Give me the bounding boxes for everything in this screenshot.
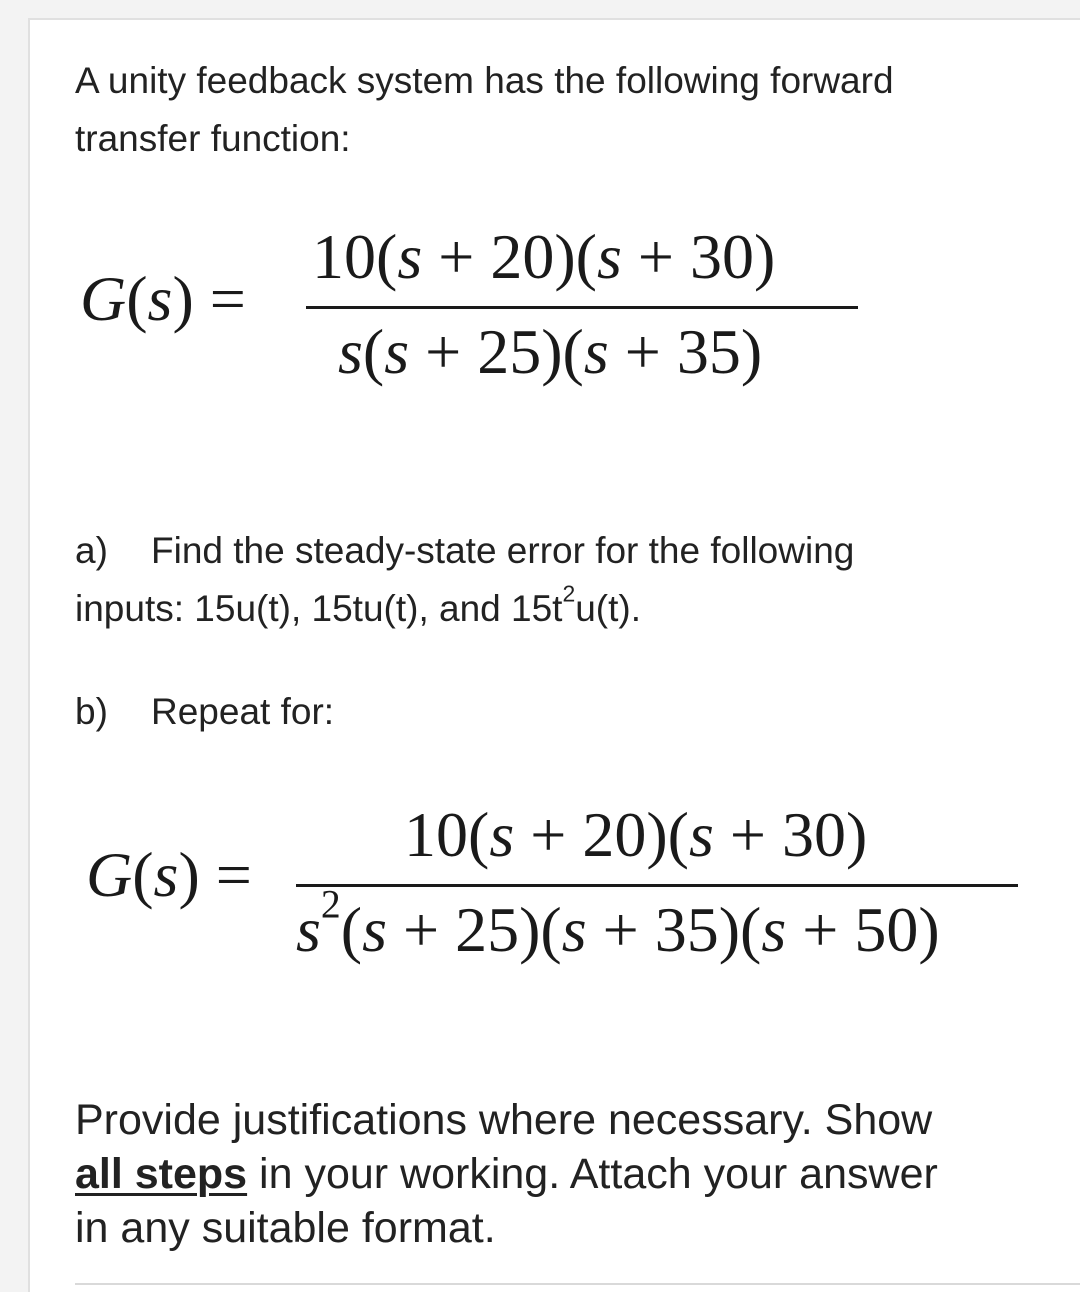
intro-line-1: A unity feedback system has the following forward xyxy=(75,60,894,101)
eq2-denominator: $s^2(s + 25)(s + 35)(s + 50)$ xyxy=(296,882,940,965)
closing-line-2: all steps in your working. Attach your answer xyxy=(75,1150,938,1198)
eq1-lhs: G(s) = xyxy=(80,263,246,334)
eq2-numerator: 10(s + 20)(s + 30) xyxy=(404,799,868,870)
closing-line-3: in any suitable format. xyxy=(75,1204,496,1252)
part-a-line-1: a) Find the steady-state error for the following xyxy=(75,522,854,580)
eq2-lhs: G(s) = xyxy=(86,839,252,910)
eq1-fraction-bar xyxy=(306,306,858,309)
part-a-line-2: inputs: 15u(t), 15tu(t), and $15t^2u(t)$. xyxy=(75,580,641,629)
emphasis-all-steps: all steps xyxy=(75,1150,248,1198)
intro-line-2: transfer function: xyxy=(75,118,351,159)
closing-line-1: Provide justifications where necessary. Show xyxy=(75,1096,933,1144)
bottom-divider xyxy=(75,1283,1080,1285)
part-b-label: b) xyxy=(75,691,108,732)
part-b-line: b) Repeat for: xyxy=(75,683,334,741)
eq2-fraction-bar xyxy=(296,884,1018,887)
eq1-denominator: s(s + 25)(s + 35) xyxy=(338,316,763,387)
part-a-label: a) xyxy=(75,530,108,571)
eq1-numerator: 10(s + 20)(s + 30) xyxy=(312,221,776,292)
